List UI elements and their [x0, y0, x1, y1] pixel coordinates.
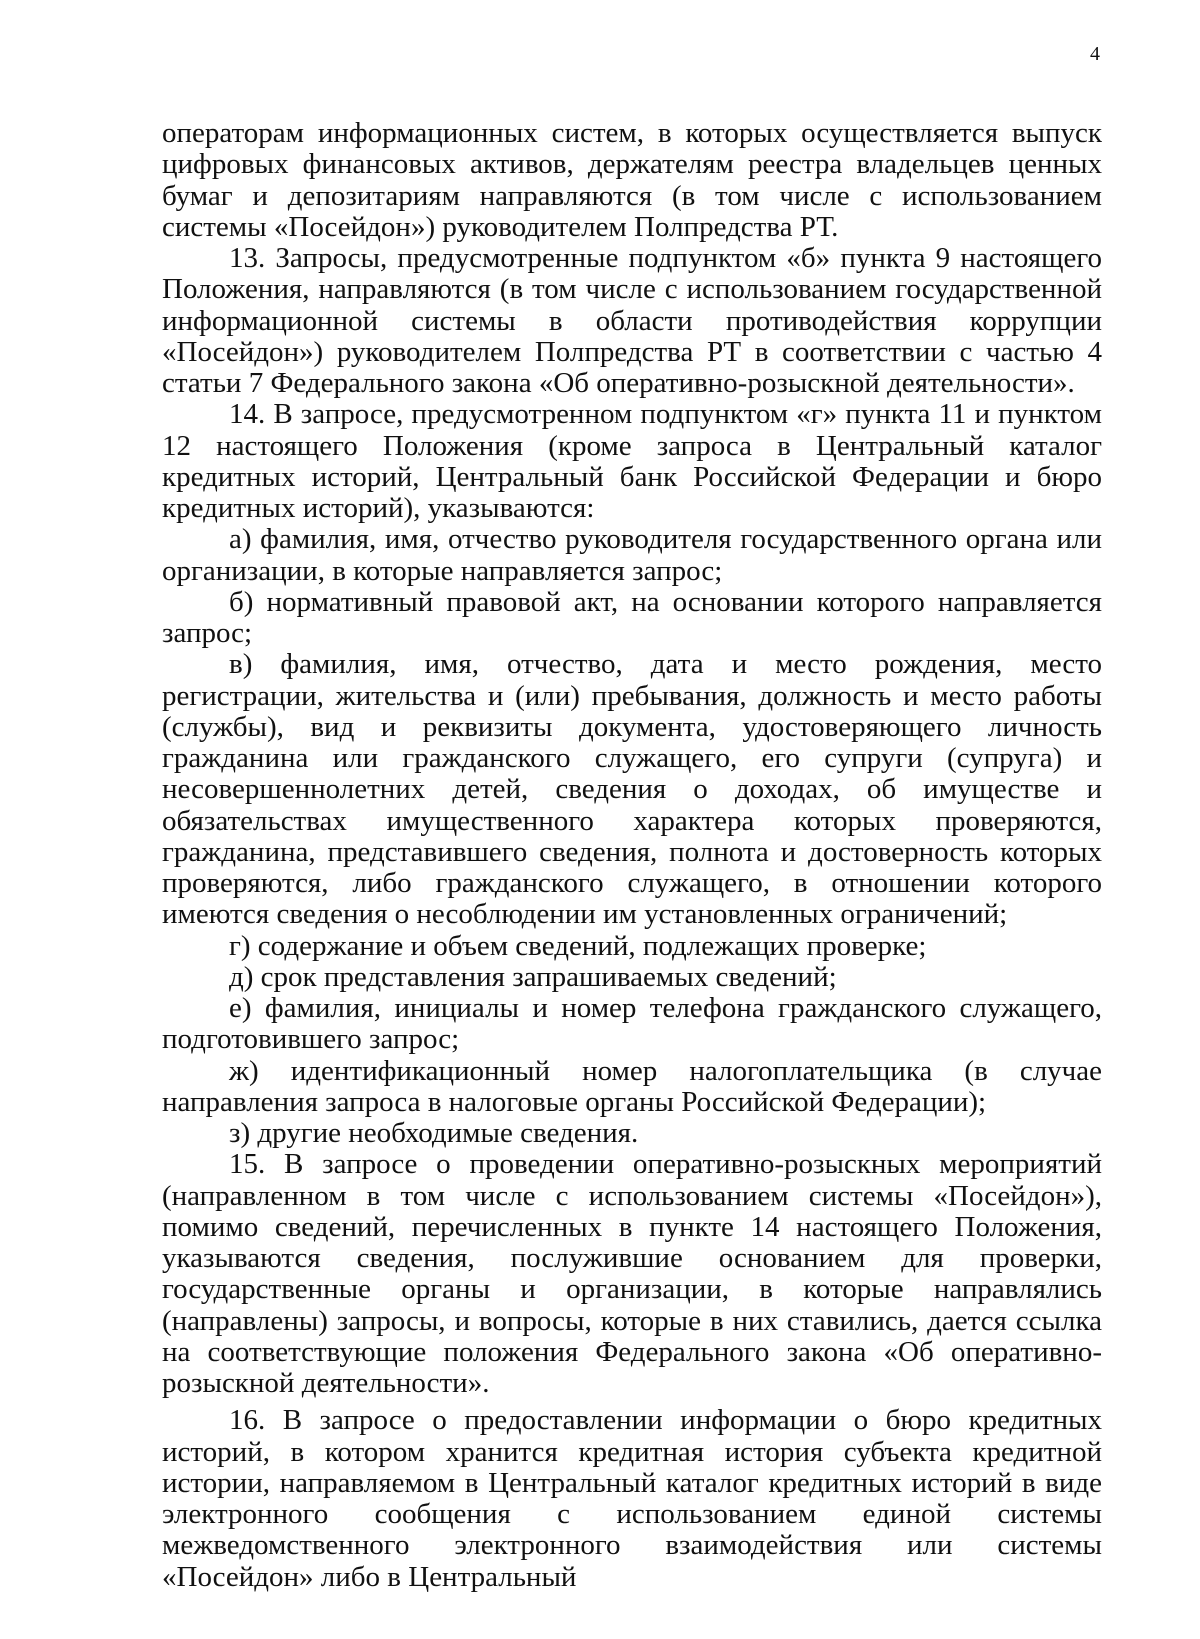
list-item-a: а) фамилия, имя, отчество руководителя государственного органа или организации, в которые направляется запрос; — [162, 523, 1102, 587]
list-item-z: з) другие необходимые сведения. — [229, 1117, 639, 1149]
list-item-d: д) срок представления запрашиваемых сведений; — [229, 960, 837, 993]
list-item-v: в) фамилия, имя, отчество, дата и место рождения, место регистрации, жительства и (или) пребывания, должность и место работы (службы), вид и реквизиты документа, удостоверяющего личность гражданина или гражданского служащего, его супруги (супруга) и несовершеннолетних детей, сведения о доходах, об имуществе и обязательствах имущественного характера которых проверяются, гражданина, представившего сведения, полнота и достоверность которых проверяются, либо гражданского служащего, в отношении которого имеются сведения о несоблюдении им установленных ограничений; — [162, 648, 1102, 931]
paragraph-16: 16. В запросе о предоставлении информации о бюро кредитных историй, в котором хранится кредитная история субъекта кредитной истории, направляемом в Центральный каталог кредитных историй в виде электронного сообщения с использованием единой системы межведомственного электронного взаимодействия или системы «Посейдон» либо в Центральный — [162, 1404, 1102, 1593]
document-body — [162, 118, 1102, 1593]
paragraph-14: 14. В запросе, предусмотренном подпунктом «г» пункта 11 и пунктом 12 настоящего Положения (кроме запроса в Центральный каталог кредитных историй, Центральный банк Российской Федерации и бюро кредитных историй), указываются: — [162, 398, 1102, 524]
paragraph-continuation: операторам информационных систем, в которых осуществляется выпуск цифровых финансовых активов, держателям реестра владельцев ценных бумаг и депозитариям направляются (в том числе с использованием системы «Посейдон») руководителем Полпредства РТ. — [162, 117, 1102, 243]
paragraph-13: 13. Запросы, предусмотренные подпунктом «б» пункта 9 настоящего Положения, направляются (в том числе с использованием государственной информационной системы в области противодействия коррупции «Посейдон») руководителем Полпредства РТ в соответствии с частью 4 статьи 7 Федерального закона «Об оперативно-розыскной деятельности». — [162, 242, 1102, 399]
paragraph-15: 15. В запросе о проведении оперативно-розыскных мероприятий (направленном в том числе с использованием системы «Посейдон»), помимо сведений, перечисленных в пункте 14 настоящего Положения, указываются сведения, послужившие основанием для проверки, государственные органы и организации, в которые направлялись (направлены) запросы, и вопросы, которые в них ставились, дается ссылка на соответствующие положения Федерального закона «Об оперативно-розыскной деятельности». — [162, 1148, 1102, 1399]
list-item-g: г) содержание и объем сведений, подлежащих проверке; — [229, 929, 927, 962]
list-item-zh: ж) идентификационный номер налогоплательщика (в случае направления запроса в налоговые органы Российской Федерации); — [162, 1054, 1102, 1118]
list-item-e: е) фамилия, инициалы и номер телефона гражданского служащего, подготовившего запрос; — [162, 992, 1102, 1056]
page-number: 4 — [1090, 43, 1100, 65]
list-item-b: б) нормативный правовой акт, на основании которого направляется запрос; — [162, 585, 1102, 649]
